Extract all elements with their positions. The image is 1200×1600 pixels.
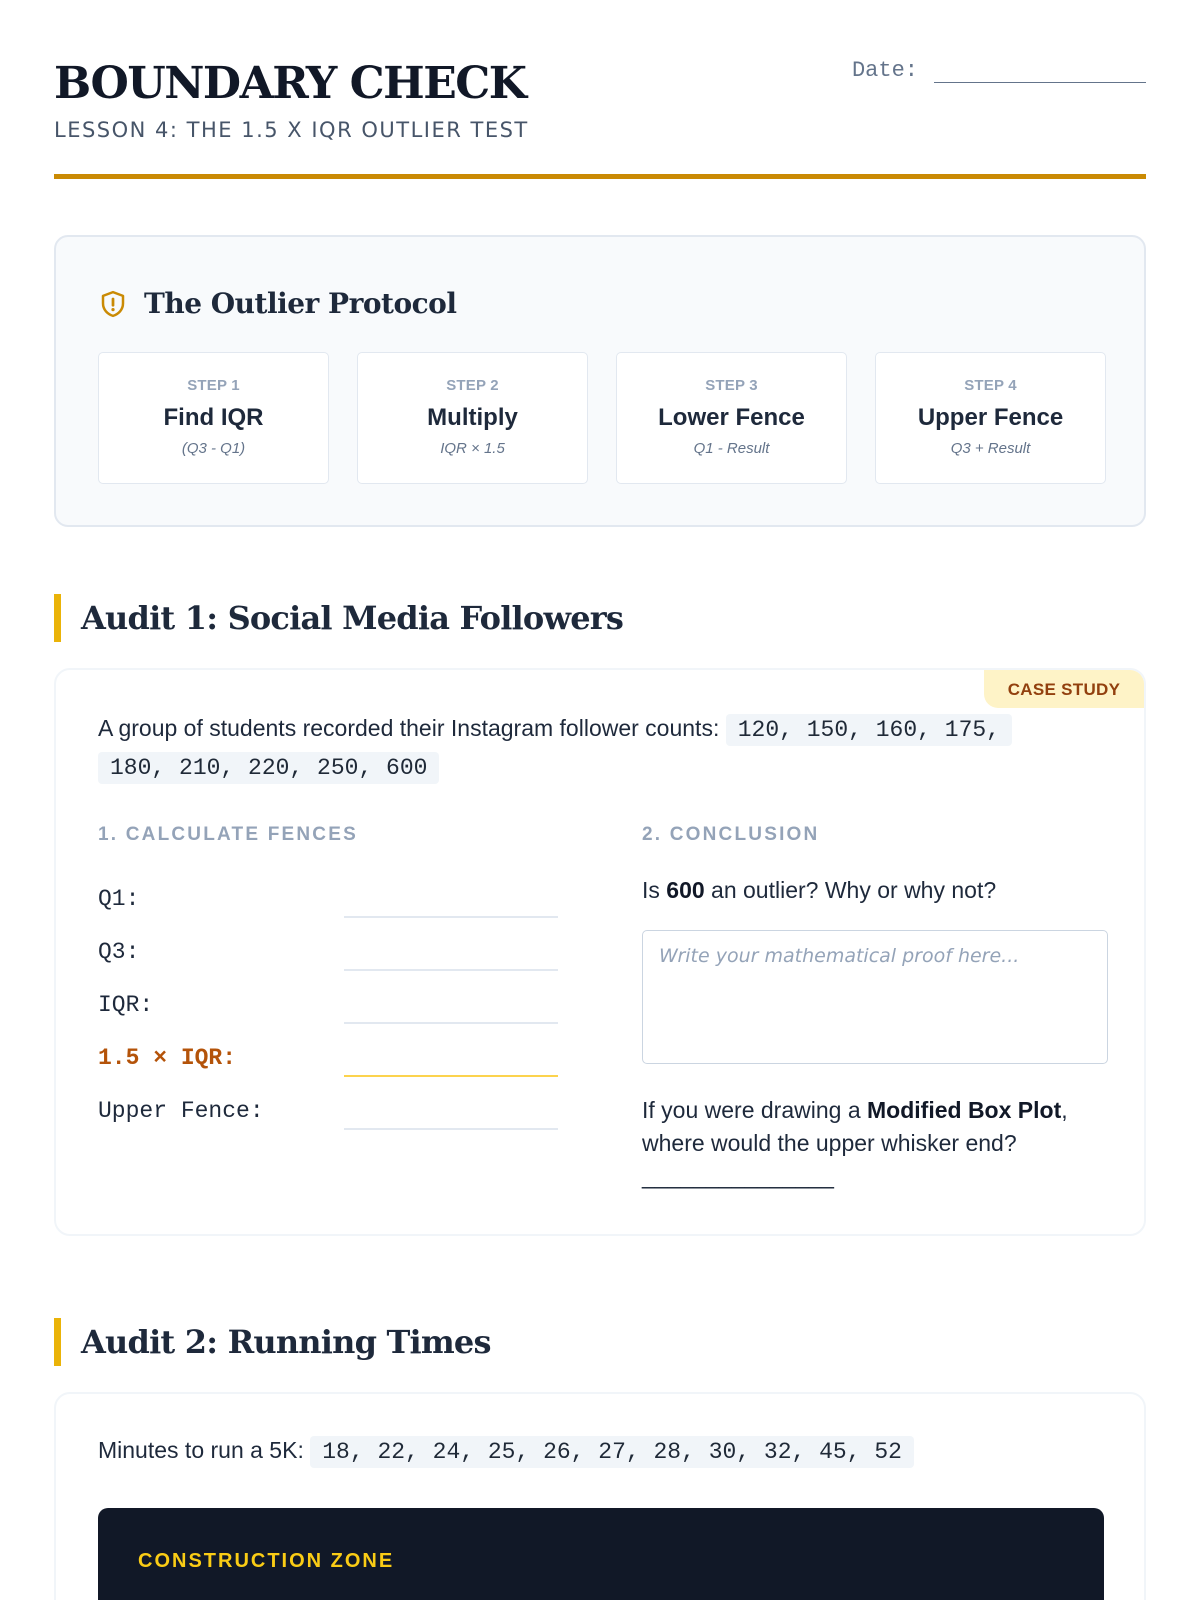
worksheet-header [54, 0, 1146, 182]
audit-1-title: Audit 1: Social Media Followers [81, 599, 624, 637]
page-title: BOUNDARY CHECK [54, 58, 526, 109]
step-card [357, 352, 588, 484]
question-text: If you were drawing a [642, 1097, 868, 1123]
question-text: Is [642, 877, 667, 903]
whisker-answer-blank[interactable]: _______________ [642, 1163, 834, 1189]
date-label: Date: [851, 58, 918, 83]
question-text: , where would the upper whisker end? [642, 1097, 1068, 1156]
audit-2-prompt [98, 1432, 1098, 1470]
dataset: 18, 22, 24, 25, 26, 27, 28, 30, 32, 45, 52 [310, 1436, 914, 1468]
step-card [98, 352, 329, 484]
shield-alert-icon [98, 289, 128, 319]
date-blank[interactable] [934, 61, 1146, 83]
proof-textarea[interactable]: Write your mathematical proof here... [642, 930, 1108, 1064]
answer-blank[interactable] [344, 1022, 558, 1024]
calc-label: Q1: [98, 886, 140, 912]
step-formula: Q1 - Result [693, 440, 770, 457]
answer-blank[interactable] [344, 916, 558, 918]
step-card [875, 352, 1106, 484]
section-accent-bar [54, 1318, 61, 1366]
calc-row-q1 [98, 878, 558, 918]
calculate-fences-heading: 1. CALCULATE FENCES [98, 824, 358, 845]
outlier-question [642, 874, 1112, 907]
step-formula: Q3 + Result [950, 440, 1031, 457]
section-accent-bar [54, 594, 61, 642]
step-card [616, 352, 847, 484]
audit-1-card [54, 668, 1146, 1236]
calc-row-q3 [98, 931, 558, 971]
step-number: STEP 3 [705, 377, 758, 394]
step-name: Find IQR [163, 404, 264, 431]
dataset-part-1: 120, 150, 160, 175, [726, 714, 1012, 746]
construction-zone-panel [98, 1508, 1104, 1600]
step-number: STEP 2 [446, 377, 499, 394]
prompt-text: A group of students recorded their Instagram follower counts: [98, 715, 720, 741]
calc-row-iqr [98, 984, 558, 1024]
conclusion-heading: 2. CONCLUSION [642, 824, 820, 845]
audit-2-card [54, 1392, 1146, 1600]
answer-blank[interactable] [344, 1128, 558, 1130]
audit-1-prompt [98, 710, 1098, 786]
question-emphasis: Modified Box Plot [867, 1097, 1062, 1123]
answer-blank[interactable] [344, 1075, 558, 1077]
whisker-question [642, 1094, 1112, 1193]
answer-blank[interactable] [344, 969, 558, 971]
outlier-protocol-panel [54, 235, 1146, 527]
page-subtitle: LESSON 4: THE 1.5 X IQR OUTLIER TEST [54, 118, 529, 142]
audit-1-heading [54, 594, 623, 642]
audit-2-heading [54, 1318, 491, 1366]
step-formula: IQR × 1.5 [440, 440, 505, 457]
step-name: Multiply [427, 404, 518, 431]
prompt-text: Minutes to run a 5K: [98, 1437, 304, 1463]
question-value: 600 [666, 877, 705, 903]
calc-label: Q3: [98, 939, 140, 965]
header-divider [54, 174, 1146, 179]
step-name: Upper Fence [917, 404, 1064, 431]
step-formula: (Q3 - Q1) [181, 440, 246, 457]
date-field [852, 58, 1146, 83]
calc-row-upper-fence [98, 1090, 558, 1130]
calc-label: 1.5 × IQR: [98, 1045, 237, 1071]
audit-2-title: Audit 2: Running Times [81, 1323, 491, 1361]
dataset-part-2: 180, 210, 220, 250, 600 [98, 752, 439, 784]
protocol-title: The Outlier Protocol [144, 287, 457, 320]
calc-label: IQR: [98, 992, 154, 1018]
protocol-steps [98, 352, 1106, 484]
step-number: STEP 1 [187, 377, 240, 394]
question-text: an outlier? Why or why not? [704, 877, 997, 903]
case-study-badge: CASE STUDY [984, 670, 1144, 708]
calc-row-step [98, 1037, 558, 1077]
step-number: STEP 4 [964, 377, 1017, 394]
calc-label: Upper Fence: [98, 1098, 264, 1124]
construction-zone-label: CONSTRUCTION ZONE [138, 1550, 395, 1572]
step-name: Lower Fence [658, 404, 805, 431]
